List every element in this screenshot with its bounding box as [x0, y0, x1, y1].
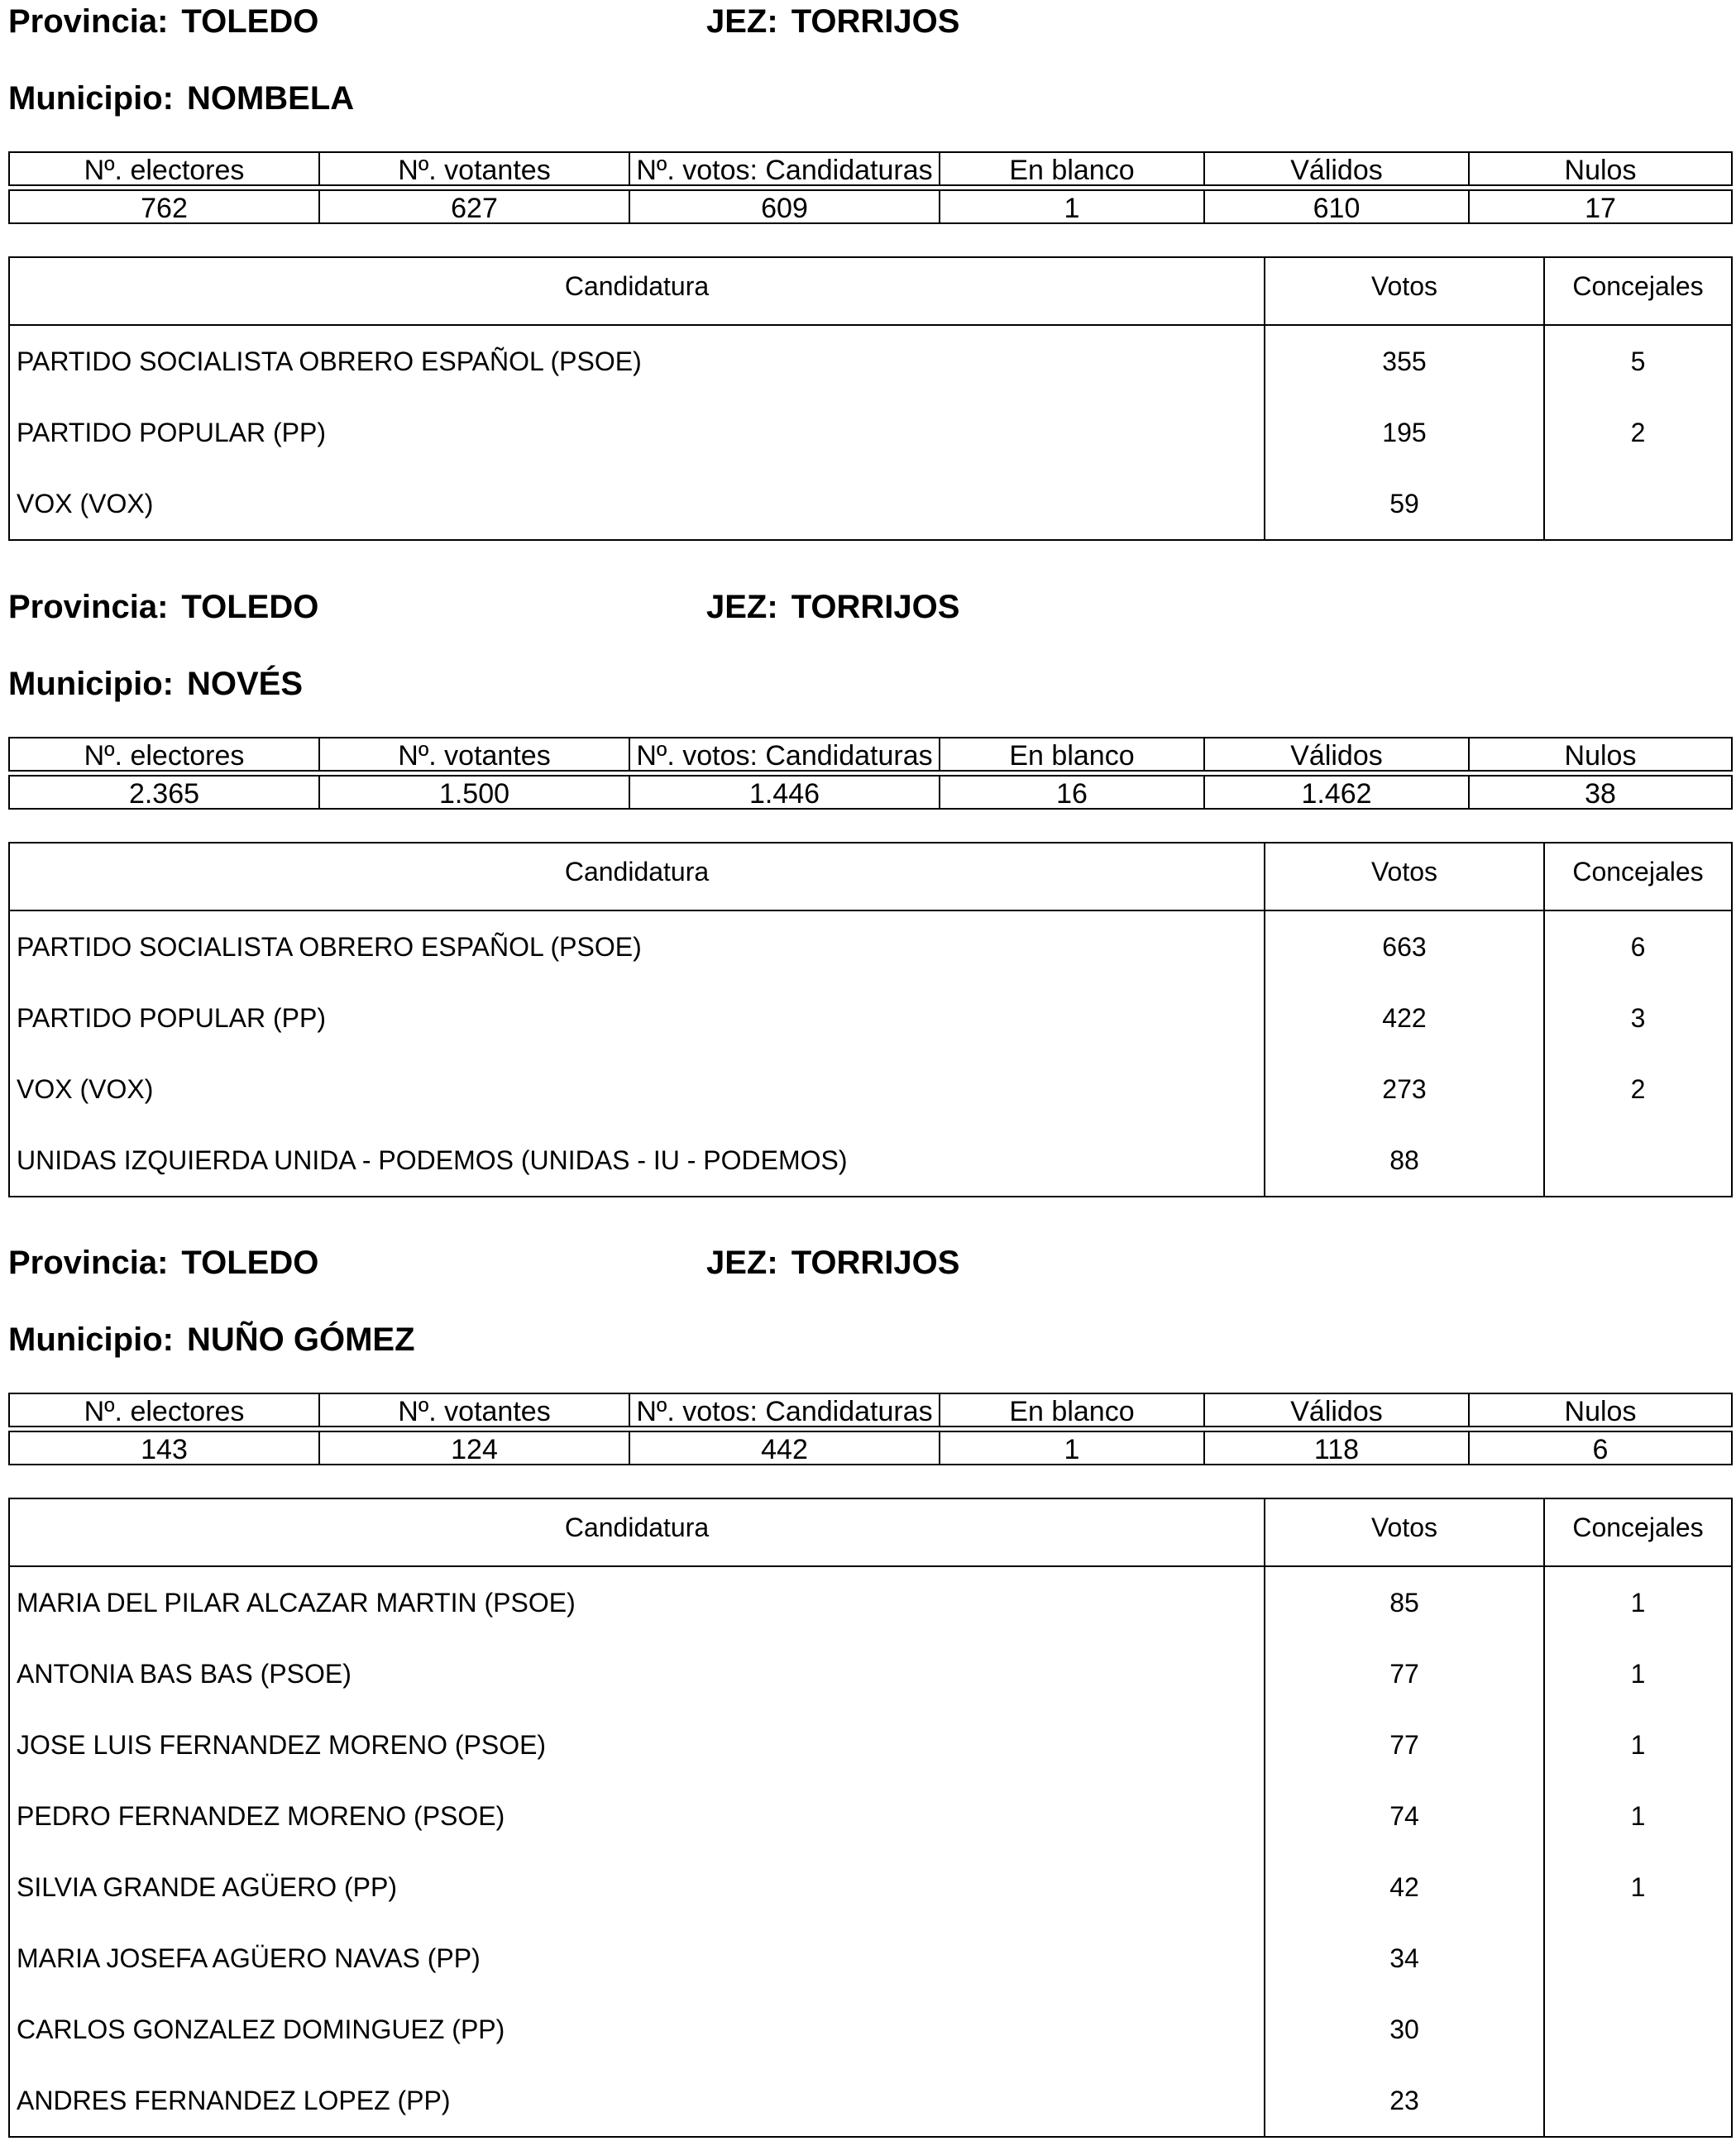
- provincia-label: Provincia:: [8, 589, 169, 625]
- provincia-heading: [8, 587, 318, 627]
- stats-header-validos: Válidos: [1204, 152, 1469, 185]
- concejales-value: 1: [1544, 1780, 1732, 1852]
- votos-value: 195: [1265, 397, 1544, 468]
- stats-header-electores: Nº. electores: [9, 152, 319, 185]
- votos-value: 355: [1265, 325, 1544, 397]
- provincia-value: TOLEDO: [181, 3, 319, 40]
- stats-header-en-blanco: En blanco: [940, 738, 1204, 771]
- stats-value-en-blanco: 16: [940, 776, 1204, 809]
- votos-value: 42: [1265, 1852, 1544, 1923]
- candidatura-name: UNIDAS IZQUIERDA UNIDA - PODEMOS (UNIDAS - IU - PODEMOS): [17, 1145, 848, 1175]
- votos-value: 85: [1265, 1566, 1544, 1638]
- provincia-label: Provincia:: [8, 3, 169, 40]
- municipio-heading: [8, 1320, 415, 1360]
- stats-header-nulos: Nulos: [1469, 1393, 1732, 1427]
- votos-value: 34: [1265, 1923, 1544, 1994]
- municipio-value: NOMBELA: [186, 80, 355, 117]
- results-header-votos: Votos: [1265, 1498, 1544, 1566]
- candidatura-name: VOX (VOX): [17, 488, 154, 519]
- stats-header-row: [9, 1393, 1732, 1427]
- votos-value: 88: [1265, 1125, 1544, 1197]
- concejales-value: [1544, 2065, 1732, 2137]
- candidatura-name: PEDRO FERNANDEZ MORENO (PSOE): [17, 1800, 505, 1831]
- stats-value-validos: 118: [1204, 1431, 1469, 1465]
- results-row: [9, 1994, 1732, 2065]
- stats-value-votos-candidaturas: 442: [629, 1431, 940, 1465]
- votos-value: 422: [1265, 982, 1544, 1054]
- results-header-votos: Votos: [1265, 843, 1544, 910]
- provincia-label: Provincia:: [8, 1245, 169, 1281]
- stats-value-row: [9, 776, 1732, 809]
- results-header-row: [9, 843, 1732, 910]
- results-header-concejales: Concejales: [1544, 843, 1732, 910]
- stats-value-nulos: 38: [1469, 776, 1732, 809]
- stats-table: [8, 151, 1733, 224]
- results-row: [9, 468, 1732, 540]
- results-row: [9, 397, 1732, 468]
- stats-header-votantes: Nº. votantes: [319, 738, 629, 771]
- provincia-heading: [8, 2, 318, 41]
- stats-value-validos: 1.462: [1204, 776, 1469, 809]
- results-row: [9, 1852, 1732, 1923]
- candidatura-name: MARIA DEL PILAR ALCAZAR MARTIN (PSOE): [17, 1587, 576, 1618]
- candidatura-name: PARTIDO SOCIALISTA OBRERO ESPAÑOL (PSOE): [17, 346, 642, 376]
- results-table: [8, 1498, 1733, 2138]
- results-header-votos: Votos: [1265, 257, 1544, 325]
- stats-header-nulos: Nulos: [1469, 738, 1732, 771]
- provincia-heading: [8, 1243, 318, 1283]
- results-header-row: [9, 257, 1732, 325]
- municipio-value: NUÑO GÓMEZ: [186, 1321, 415, 1358]
- stats-table: [8, 737, 1733, 810]
- stats-header-nulos: Nulos: [1469, 152, 1732, 185]
- concejales-value: [1544, 1994, 1732, 2065]
- concejales-value: [1544, 1125, 1732, 1197]
- candidatura-name: ANTONIA BAS BAS (PSOE): [17, 1658, 352, 1689]
- results-table: [8, 842, 1733, 1197]
- votos-value: 74: [1265, 1780, 1544, 1852]
- votos-value: 23: [1265, 2065, 1544, 2137]
- stats-value-en-blanco: 1: [940, 1431, 1204, 1465]
- concejales-value: 6: [1544, 910, 1732, 982]
- results-header-row: [9, 1498, 1732, 1566]
- candidatura-name: CARLOS GONZALEZ DOMINGUEZ (PP): [17, 2014, 505, 2044]
- concejales-value: 1: [1544, 1709, 1732, 1780]
- municipio-value: NOVÉS: [186, 666, 304, 702]
- results-row: [9, 1709, 1732, 1780]
- municipio-heading: [8, 79, 354, 118]
- municipio-label: Municipio:: [8, 1321, 174, 1358]
- stats-header-row: [9, 152, 1732, 185]
- concejales-value: 3: [1544, 982, 1732, 1054]
- stats-value-row: [9, 1431, 1732, 1465]
- jez-label: JEZ:: [706, 3, 778, 40]
- results-row: [9, 982, 1732, 1054]
- concejales-value: 1: [1544, 1638, 1732, 1709]
- results-row: [9, 910, 1732, 982]
- municipio-heading: [8, 664, 303, 704]
- stats-table: [8, 1393, 1733, 1465]
- candidatura-name: VOX (VOX): [17, 1073, 154, 1104]
- jez-label: JEZ:: [706, 589, 778, 625]
- results-table: [8, 256, 1733, 541]
- concejales-value: [1544, 1923, 1732, 1994]
- results-header-candidatura: Candidatura: [9, 257, 1265, 325]
- provincia-value: TOLEDO: [181, 589, 319, 625]
- concejales-value: 2: [1544, 1054, 1732, 1125]
- candidatura-name: ANDRES FERNANDEZ LOPEZ (PP): [17, 2085, 451, 2115]
- stats-value-votantes: 124: [319, 1431, 629, 1465]
- stats-value-votantes: 627: [319, 190, 629, 223]
- jez-value: TORRIJOS: [791, 589, 960, 625]
- stats-header-validos: Válidos: [1204, 1393, 1469, 1427]
- stats-value-electores: 143: [9, 1431, 319, 1465]
- stats-header-en-blanco: En blanco: [940, 1393, 1204, 1427]
- candidatura-name: SILVIA GRANDE AGÜERO (PP): [17, 1871, 397, 1902]
- stats-value-electores: 762: [9, 190, 319, 223]
- concejales-value: 1: [1544, 1566, 1732, 1638]
- stats-header-votos-candidaturas: Nº. votos: Candidaturas: [629, 1393, 940, 1427]
- stats-header-votantes: Nº. votantes: [319, 152, 629, 185]
- votos-value: 30: [1265, 1994, 1544, 2065]
- results-row: [9, 1780, 1732, 1852]
- results-header-candidatura: Candidatura: [9, 843, 1265, 910]
- concejales-value: 1: [1544, 1852, 1732, 1923]
- provincia-value: TOLEDO: [181, 1245, 319, 1281]
- concejales-value: [1544, 468, 1732, 540]
- municipio-label: Municipio:: [8, 666, 174, 702]
- candidatura-name: PARTIDO POPULAR (PP): [17, 1002, 326, 1033]
- results-header-candidatura: Candidatura: [9, 1498, 1265, 1566]
- stats-value-nulos: 17: [1469, 190, 1732, 223]
- candidatura-name: PARTIDO POPULAR (PP): [17, 417, 326, 447]
- stats-header-votantes: Nº. votantes: [319, 1393, 629, 1427]
- jez-heading: [706, 2, 959, 41]
- jez-heading: [706, 1243, 959, 1283]
- results-header-concejales: Concejales: [1544, 1498, 1732, 1566]
- stats-value-row: [9, 190, 1732, 223]
- stats-value-validos: 610: [1204, 190, 1469, 223]
- results-row: [9, 1638, 1732, 1709]
- stats-value-en-blanco: 1: [940, 190, 1204, 223]
- concejales-value: 5: [1544, 325, 1732, 397]
- results-header-concejales: Concejales: [1544, 257, 1732, 325]
- candidatura-name: JOSE LUIS FERNANDEZ MORENO (PSOE): [17, 1729, 547, 1760]
- stats-header-validos: Válidos: [1204, 738, 1469, 771]
- results-row: [9, 1923, 1732, 1994]
- jez-value: TORRIJOS: [791, 1245, 960, 1281]
- candidatura-name: PARTIDO SOCIALISTA OBRERO ESPAÑOL (PSOE): [17, 931, 642, 962]
- votos-value: 663: [1265, 910, 1544, 982]
- results-row: [9, 1566, 1732, 1638]
- concejales-value: 2: [1544, 397, 1732, 468]
- votos-value: 77: [1265, 1709, 1544, 1780]
- jez-label: JEZ:: [706, 1245, 778, 1281]
- results-row: [9, 325, 1732, 397]
- stats-value-votos-candidaturas: 1.446: [629, 776, 940, 809]
- municipio-label: Municipio:: [8, 80, 174, 117]
- stats-header-electores: Nº. electores: [9, 1393, 319, 1427]
- stats-header-votos-candidaturas: Nº. votos: Candidaturas: [629, 738, 940, 771]
- results-row: [9, 2065, 1732, 2137]
- results-row: [9, 1125, 1732, 1197]
- stats-value-nulos: 6: [1469, 1431, 1732, 1465]
- stats-value-votos-candidaturas: 609: [629, 190, 940, 223]
- stats-value-electores: 2.365: [9, 776, 319, 809]
- jez-value: TORRIJOS: [791, 3, 960, 40]
- votos-value: 77: [1265, 1638, 1544, 1709]
- stats-header-electores: Nº. electores: [9, 738, 319, 771]
- stats-header-votos-candidaturas: Nº. votos: Candidaturas: [629, 152, 940, 185]
- stats-header-row: [9, 738, 1732, 771]
- jez-heading: [706, 587, 959, 627]
- candidatura-name: MARIA JOSEFA AGÜERO NAVAS (PP): [17, 1943, 481, 1973]
- stats-value-votantes: 1.500: [319, 776, 629, 809]
- results-row: [9, 1054, 1732, 1125]
- stats-header-en-blanco: En blanco: [940, 152, 1204, 185]
- votos-value: 273: [1265, 1054, 1544, 1125]
- votos-value: 59: [1265, 468, 1544, 540]
